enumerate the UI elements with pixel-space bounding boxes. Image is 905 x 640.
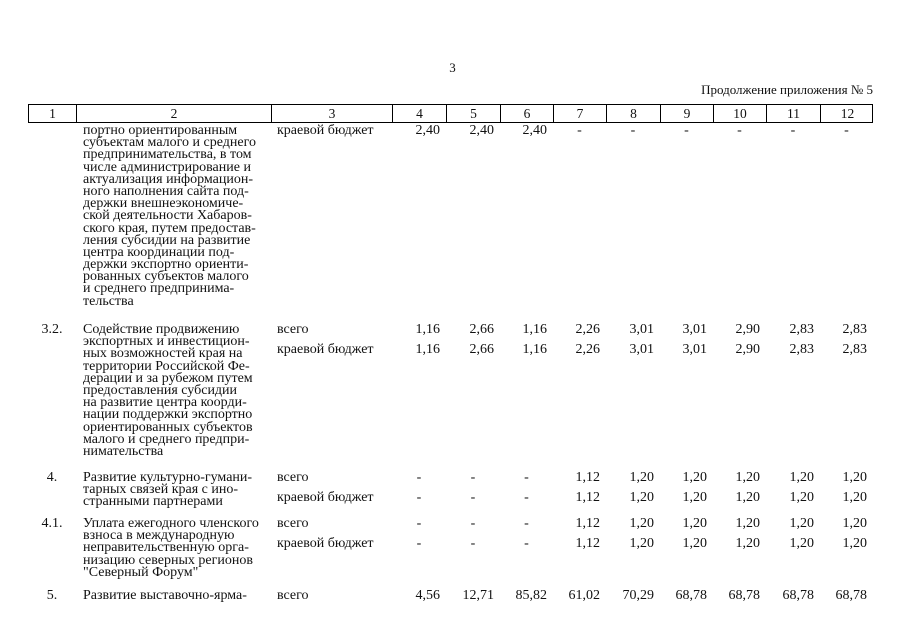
description-line: ского края, путем предостав- (83, 220, 256, 236)
description-line: тельства (83, 293, 134, 309)
value-cell: 68,78 (835, 588, 867, 603)
value-cell: 1,20 (789, 490, 814, 505)
value-cell: 1,12 (575, 516, 600, 531)
row-number: 4.1. (41, 516, 63, 531)
value-cell: - (737, 123, 742, 138)
value-cell: 2,83 (842, 322, 867, 337)
header-col-7: 7 (554, 105, 607, 122)
description-line: тарных связей края с ино- (83, 482, 239, 498)
value-cell: 2,66 (469, 322, 494, 337)
description-line: "Северный Форум" (83, 564, 199, 580)
value-cell: - (577, 123, 582, 138)
value-cell: - (524, 536, 529, 551)
continuation-note: Продолжение приложения № 5 (701, 82, 873, 97)
value-cell: 2,26 (575, 322, 600, 337)
description-line: Содействие продвижению (83, 322, 240, 337)
value-cell: 61,02 (568, 588, 600, 603)
description-line: низацию северных регионов (83, 552, 253, 568)
value-cell: 2,40 (522, 123, 547, 138)
funding-source-label: краевой бюджет (277, 342, 374, 357)
value-cell: 1,20 (682, 536, 707, 551)
value-cell: 2,26 (575, 342, 600, 357)
description-line: портно ориентированным (83, 123, 238, 138)
description-line: на развитие центра коорди- (83, 395, 247, 411)
value-cell: 1,16 (415, 342, 440, 357)
description-line: ской деятельности Хабаров- (83, 208, 252, 224)
value-cell: 1,20 (842, 490, 867, 505)
value-cell: - (470, 536, 476, 551)
header-col-9: 9 (661, 105, 714, 122)
funding-source-label: всего (277, 588, 309, 603)
value-cell: 1,12 (575, 470, 600, 485)
description-line: экспортных и инвестицион- (83, 334, 250, 350)
description-line: Развитие культурно-гумани- (83, 470, 253, 485)
value-cell: - (416, 516, 422, 531)
description-line: дерации и за рубежом путем (83, 370, 253, 386)
value-cell: 3,01 (629, 322, 654, 337)
description-line: ориентированных субъектов (83, 419, 253, 435)
description-line: ных возможностей края на (83, 346, 243, 362)
value-cell: 1,20 (629, 516, 654, 531)
value-cell: 2,40 (415, 123, 440, 138)
header-col-12: 12 (840, 106, 855, 121)
value-cell: 3,01 (682, 322, 707, 337)
value-cell: - (844, 123, 849, 138)
value-cell: - (470, 470, 476, 485)
value-cell: 70,29 (622, 588, 654, 603)
value-cell: 2,40 (469, 123, 494, 138)
value-cell: 2,83 (789, 342, 814, 357)
header-col-8: 8 (607, 105, 661, 122)
header-col-11: 11 (767, 105, 821, 122)
table-body (28, 0, 873, 640)
value-cell: 1,20 (842, 536, 867, 551)
value-cell: 2,90 (735, 342, 760, 357)
value-cell: 1,20 (789, 516, 814, 531)
value-cell: 1,20 (629, 490, 654, 505)
funding-source-label: всего (277, 322, 309, 337)
funding-source-label: всего (277, 516, 309, 531)
value-cell: 1,12 (575, 536, 600, 551)
value-cell: 2,66 (469, 342, 494, 357)
value-cell: 1,16 (415, 322, 440, 337)
header-col-1: 1 (29, 105, 77, 122)
row-number: 5. (46, 588, 58, 603)
description-line: нимательства (83, 443, 164, 459)
description-line: ления субсидии на развитие (83, 232, 251, 248)
value-cell: 68,78 (675, 588, 707, 603)
row-number (28, 125, 76, 138)
row-number: 4. (46, 470, 58, 485)
value-cell: 1,20 (842, 516, 867, 531)
value-cell: - (470, 516, 476, 531)
value-cell: 2,83 (842, 342, 867, 357)
row-number: 3.2. (41, 322, 63, 337)
value-cell: 2,83 (789, 322, 814, 337)
page-number: 3 (449, 60, 456, 75)
description-line: ного наполнения сайта под- (83, 183, 249, 199)
value-cell: 1,12 (575, 490, 600, 505)
value-cell: - (524, 516, 529, 531)
funding-source-label: всего (277, 470, 309, 485)
description-line: малого и среднего предпри- (83, 431, 250, 447)
description-line: держки внешнеэкономиче- (83, 196, 244, 212)
value-cell: 12,71 (462, 588, 494, 603)
value-cell: 1,20 (682, 490, 707, 505)
header-col-4: 4 (393, 105, 447, 122)
header-col-6: 6 (501, 105, 554, 122)
header-col-10: 10 (714, 105, 767, 122)
value-cell: - (470, 490, 476, 505)
value-cell: - (684, 123, 689, 138)
description-line: странными партнерами (83, 494, 223, 510)
funding-source-label: краевой бюджет (277, 536, 374, 551)
description-line: Развитие выставочно-ярма- (83, 588, 247, 603)
value-cell: 1,20 (682, 470, 707, 485)
value-cell: 1,20 (629, 470, 654, 485)
value-cell: 1,20 (682, 516, 707, 531)
row-description (83, 472, 271, 509)
value-cell: 3,01 (682, 342, 707, 357)
value-cell: 68,78 (728, 588, 760, 603)
header-col-3: 3 (272, 105, 393, 122)
header-col-2: 2 (77, 105, 272, 122)
funding-source-label: краевой бюджет (277, 490, 374, 505)
value-cell: - (630, 123, 636, 138)
value-cell: 1,20 (735, 490, 760, 505)
row-description (83, 590, 271, 602)
description-line: и среднего предпринима- (83, 281, 235, 297)
value-cell: - (524, 470, 529, 485)
value-cell: - (416, 470, 422, 485)
row-description (83, 324, 271, 458)
value-cell: 1,16 (522, 322, 547, 337)
description-line: территории Российской Фе- (83, 358, 250, 374)
description-line: субъектам малого и среднего (83, 135, 256, 151)
value-cell: 1,20 (629, 536, 654, 551)
row-description (83, 125, 271, 308)
value-cell: 2,90 (735, 322, 760, 337)
value-cell: 1,16 (522, 342, 547, 357)
description-line: предоставления субсидии (83, 382, 238, 398)
funding-source-label: краевой бюджет (277, 123, 374, 138)
value-cell: - (416, 536, 422, 551)
description-line: держки экспортно ориенти- (83, 257, 249, 273)
value-cell: - (416, 490, 422, 505)
description-line: рованных субъектов малого (83, 269, 249, 285)
value-cell: 68,78 (782, 588, 814, 603)
description-line: нации поддержки экспортно (83, 407, 253, 423)
value-cell: - (790, 123, 796, 138)
header-col-5: 5 (447, 105, 501, 122)
value-cell: 85,82 (515, 588, 547, 603)
value-cell: 1,20 (842, 470, 867, 485)
description-line: взноса в международную (83, 528, 235, 544)
value-cell: 1,20 (789, 470, 814, 485)
description-line: центра координации под- (83, 244, 235, 260)
value-cell: 3,01 (629, 342, 654, 357)
description-line: неправительственную орга- (83, 540, 249, 556)
value-cell: 4,56 (415, 588, 440, 603)
value-cell: 1,20 (735, 516, 760, 531)
description-line: Уплата ежегодного членского (83, 516, 259, 531)
description-line: актуализация информацион- (83, 171, 254, 187)
value-cell: 1,20 (735, 536, 760, 551)
row-description (83, 518, 271, 579)
description-line: числе администрирование и (83, 159, 251, 175)
description-line: предпринимательства, в том (83, 147, 252, 163)
value-cell: 1,20 (789, 536, 814, 551)
value-cell: 1,20 (735, 470, 760, 485)
value-cell: - (524, 490, 529, 505)
